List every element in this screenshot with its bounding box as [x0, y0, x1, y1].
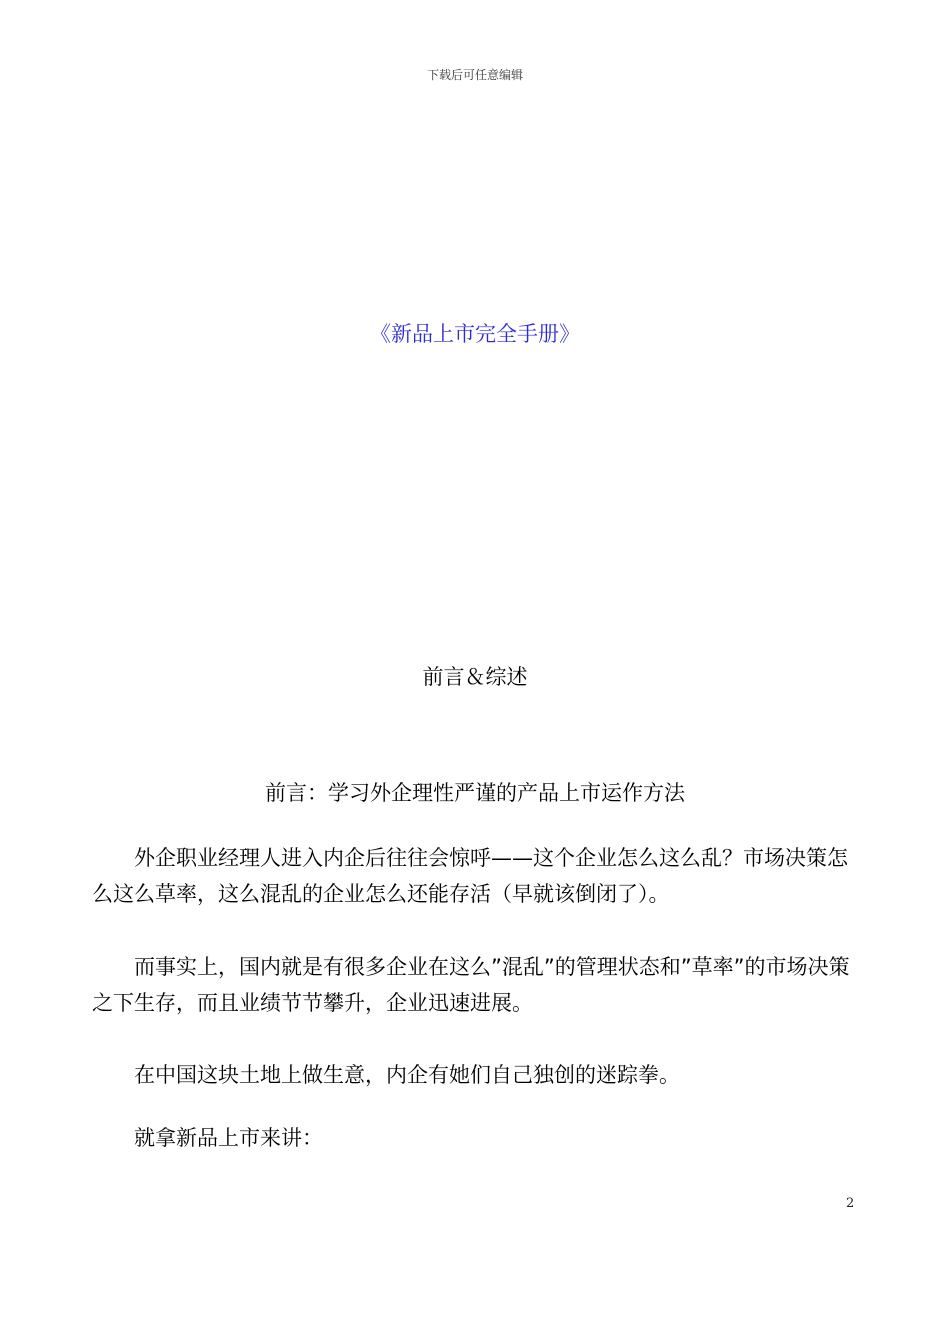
- body-paragraph: 而事实上，国内就是有很多企业在这么”混乱”的管理状态和”草率”的市场决策之下生存，而且业绩节节攀升，企业迅速进展。: [92, 955, 850, 1015]
- document-title: 《新品上市完全手册》: [370, 322, 580, 346]
- page-number: 2: [846, 1196, 855, 1211]
- body-paragraph: 外企职业经理人进入内企后往往会惊呼——这个企业怎么这么乱？市场决策怎么这么草率，这么混乱的企业怎么还能存活（早就该倒闭了）。: [92, 846, 848, 906]
- preface-subheading: 前言：学习外企理性严谨的产品上市运作方法: [265, 781, 685, 805]
- body-paragraph: 就拿新品上市来讲：: [134, 1126, 323, 1150]
- section-heading: 前言＆综述: [422, 665, 528, 689]
- page-header-note: 下载后可任意编辑: [426, 68, 523, 82]
- body-paragraph: 在中国这块土地上做生意，内企有她们自己独创的迷踪拳。: [134, 1063, 680, 1087]
